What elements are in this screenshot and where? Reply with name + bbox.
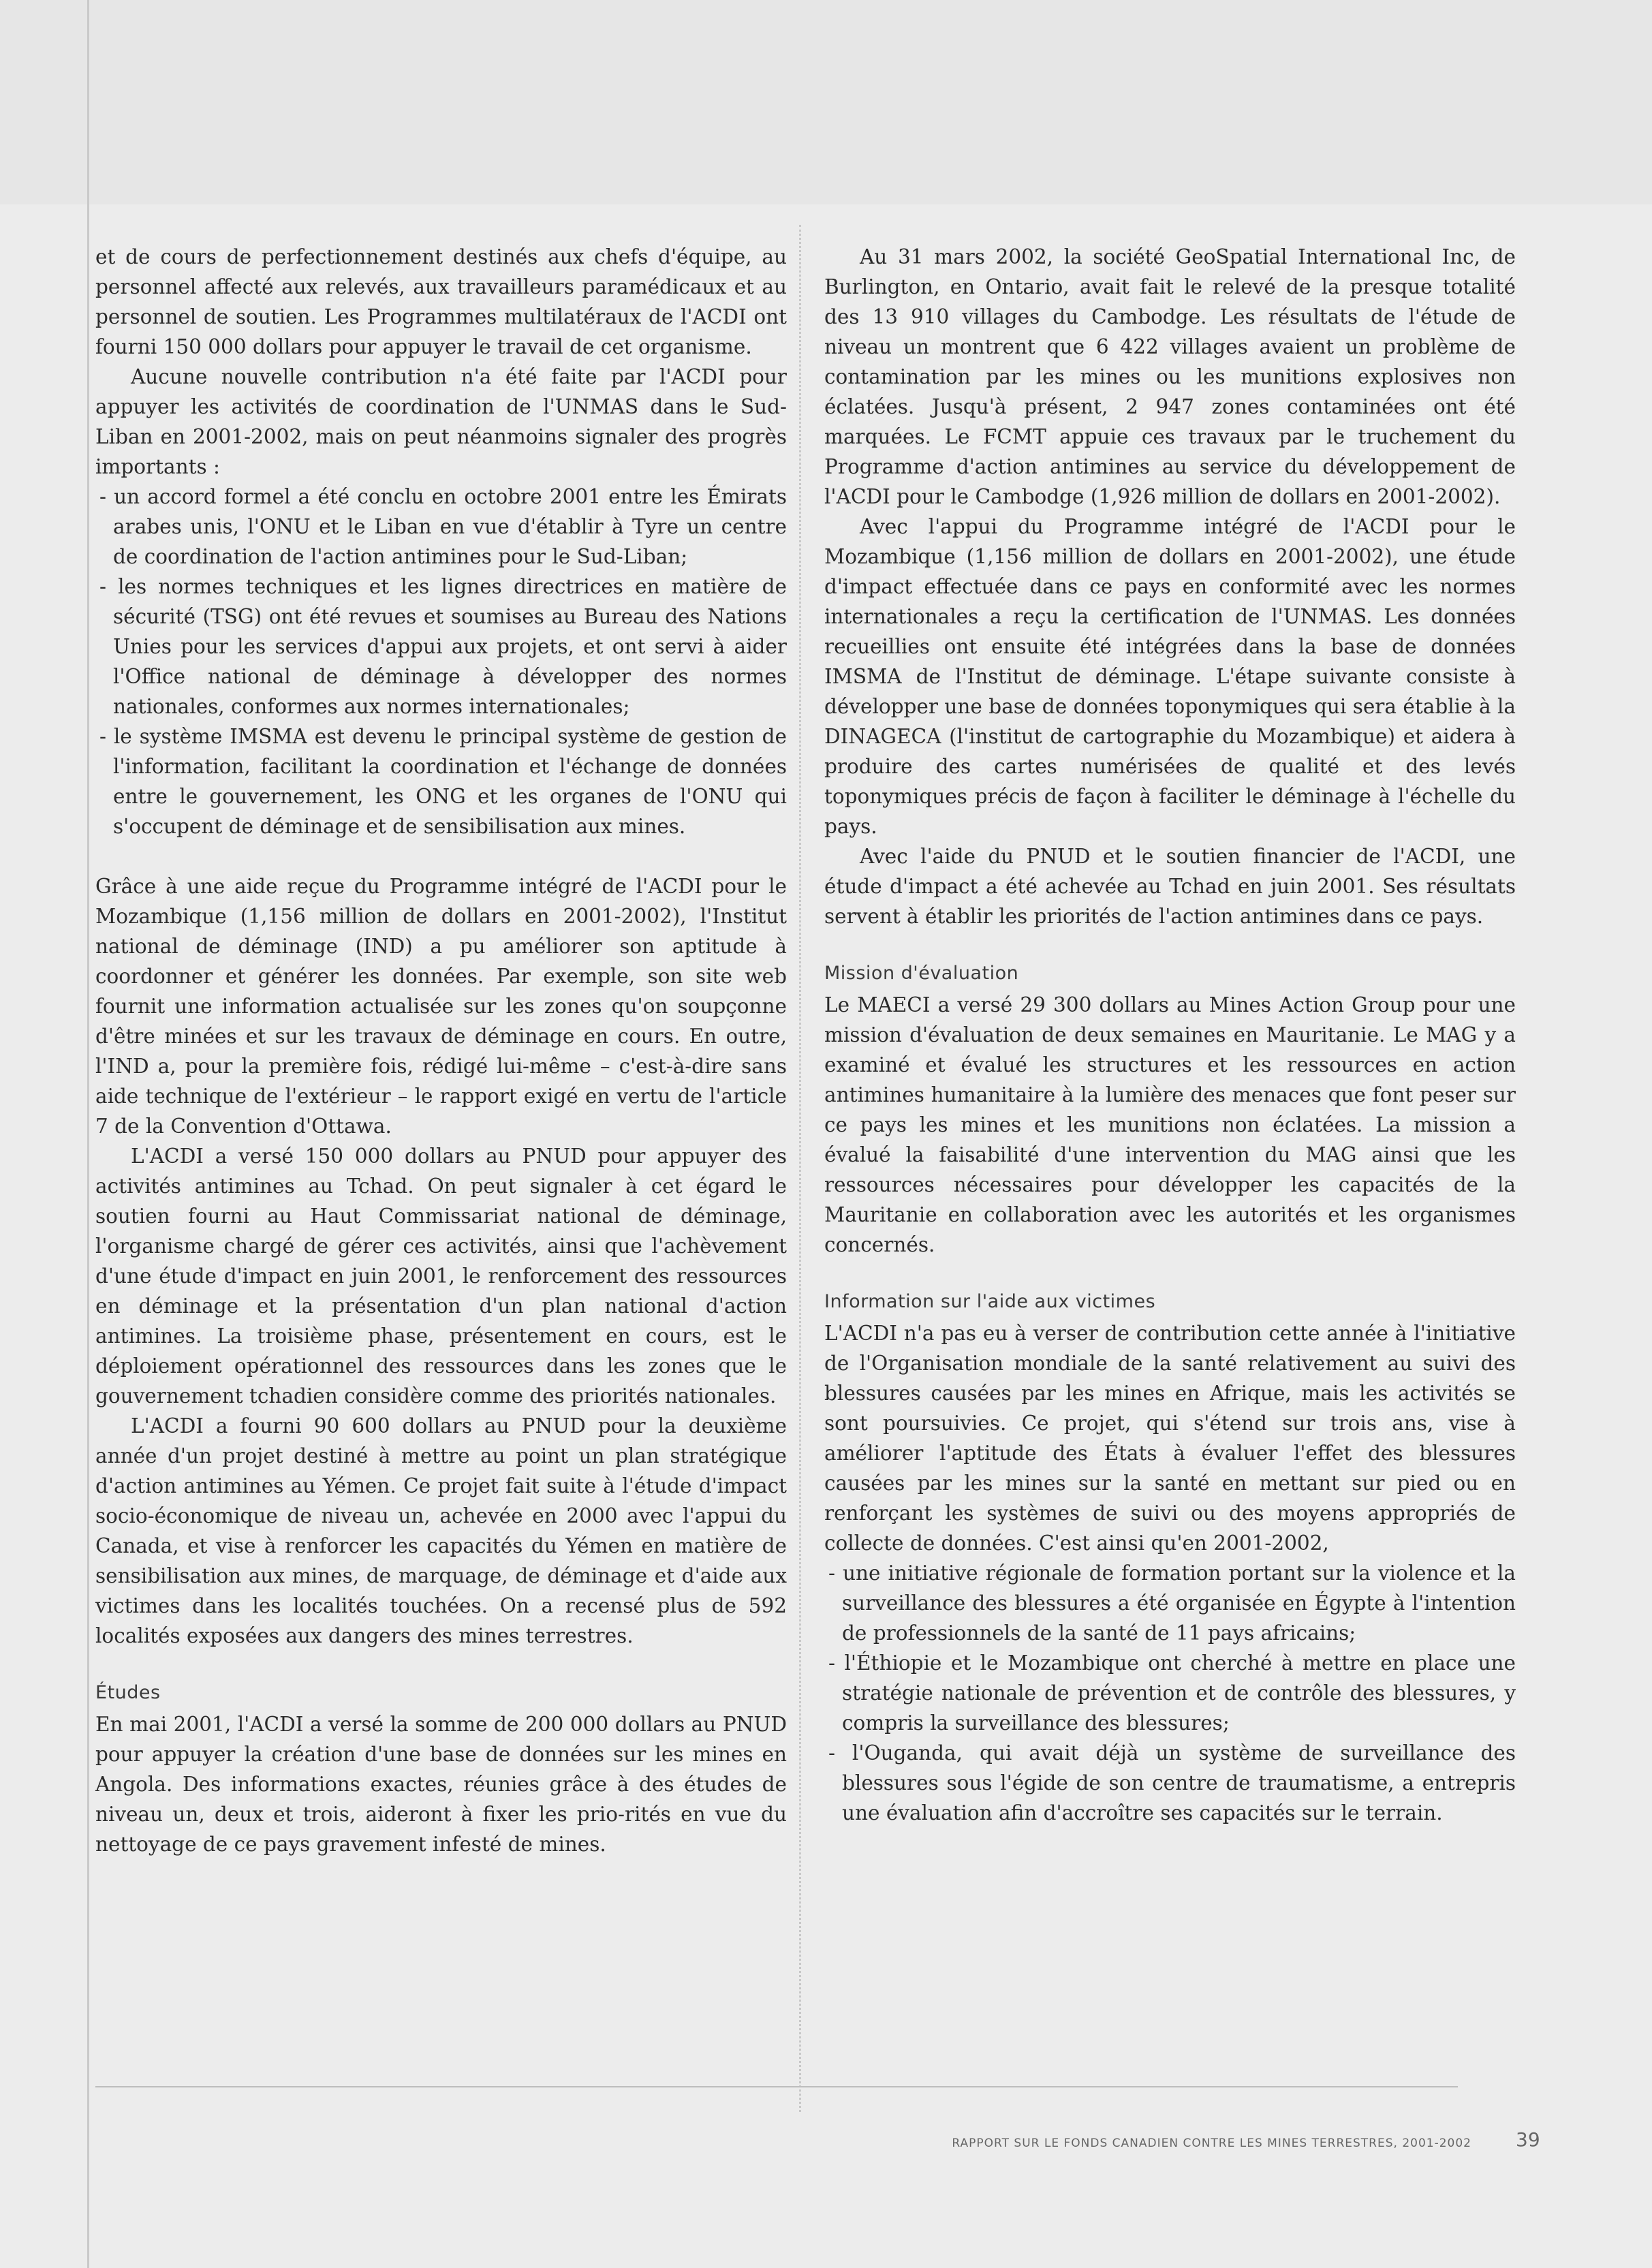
left-margin-rule bbox=[87, 0, 89, 2268]
page-top-band bbox=[0, 0, 1652, 204]
right-bullet-list bbox=[824, 1558, 1516, 1828]
section-heading-mission: Mission d'évaluation bbox=[824, 963, 1019, 984]
list-item: - les normes techniques et les lignes directrices en matière de sécurité (TSG) ont été revues et soumises au Bureau des Nations Unies pour les services d'appui aux projets, et ont servi à aider l'Office national de déminage à développer des normes nationales, conformes aux normes internationales; bbox=[99, 575, 787, 718]
footer-rule bbox=[95, 2086, 1458, 2087]
section-heading-info-victimes: Information sur l'aide aux victimes bbox=[824, 1291, 1156, 1312]
right-paragraph-5: L'ACDI n'a pas eu à verser de contribution cette année à l'initiative de l'Organisation mondiale de la santé relativement au suivi des blessures causées par les mines en Afrique, mais les activités se sont poursuivies. Ce projet, qui s'étend sur trois ans, vise à améliorer l'aptitude des États à évaluer l'effet des blessures causées par les mines sur la santé en mettant sur pied ou en renforçant les systèmes de suivi ou des moyens appropriés de collecte de données. C'est ainsi qu'en 2001-2002, bbox=[824, 1322, 1516, 1555]
column-divider bbox=[799, 225, 801, 2112]
left-column bbox=[95, 242, 787, 1859]
left-bullet-list bbox=[95, 482, 787, 841]
running-footer-title: RAPPORT SUR LE FONDS CANADIEN CONTRE LES MINES TERRESTRES, 2001-2002 bbox=[952, 2137, 1471, 2150]
list-item: - l'Éthiopie et le Mozambique ont cherché à mettre en place une stratégie nationale de prévention et de contrôle des blessures, y compris la surveillance des blessures; bbox=[828, 1651, 1516, 1735]
list-item: - une initiative régionale de formation portant sur la violence et la surveillance des blessures a été organisée en Égypte à l'intention de professionnels de la santé de 11 pays africains; bbox=[828, 1562, 1516, 1645]
right-column bbox=[824, 242, 1516, 1828]
right-paragraph-2: Avec l'appui du Programme intégré de l'ACDI pour le Mozambique (1,156 million de dollars en 2001-2002), une étude d'impact effectuée dans ce pays en conformité avec les normes internationales a reçu la certification de l'UNMAS. Les données recueillies ont ensuite été intégrées dans la base de données IMSMA de l'Institut de déminage. L'étape suivante consiste à développer une base de données toponymiques qui sera établie à la DINAGECA (l'institut de cartographie du Mozambique) et aidera à produire des cartes numérisées de qualité et des levés toponymiques précis de façon à faciliter le déminage à l'échelle du pays. bbox=[824, 515, 1516, 838]
list-item: - le système IMSMA est devenu le principal système de gestion de l'information, facilitant la coordination et l'échange de données entre le gouvernement, les ONG et les organes de l'ONU qui s'occupent de déminage et de sensibilisation aux mines. bbox=[99, 725, 787, 838]
page-number: 39 bbox=[1516, 2128, 1540, 2151]
list-item: - un accord formel a été conclu en octobre 2001 entre les Émirats arabes unis, l'ONU et le Liban en vue d'établir à Tyre un centre de coordination de l'action antimines pour le Sud-Liban; bbox=[99, 485, 787, 568]
right-paragraph-3: Avec l'aide du PNUD et le soutien financier de l'ACDI, une étude d'impact a été achevée au Tchad en juin 2001. Ses résultats servent à établir les priorités de l'action antimines dans ce pays. bbox=[824, 845, 1516, 928]
left-paragraph-2: Aucune nouvelle contribution n'a été faite par l'ACDI pour appuyer les activités de coordination de l'UNMAS dans le Sud-Liban en 2001-2002, mais on peut néanmoins signaler des progrès importants : bbox=[95, 365, 787, 478]
section-heading-etudes: Études bbox=[95, 1682, 161, 1703]
left-paragraph-4: L'ACDI a versé 150 000 dollars au PNUD pour appuyer des activités antimines au Tchad. On peut signaler à cet égard le soutien fourni au Haut Commissariat national de déminage, l'organisme chargé de gérer ces activités, ainsi que l'achèvement d'une étude d'impact en juin 2001, le renforcement des ressources en déminage et la présentation d'un plan national d'action antimines. La troisième phase, présentement en cours, est le déploiement opérationnel des ressources dans les zones que le gouvernement tchadien considère comme des priorités nationales. bbox=[95, 1145, 787, 1408]
left-paragraph-5: L'ACDI a fourni 90 600 dollars au PNUD pour la deuxième année d'un projet destiné à mettre au point un plan stratégique d'action antimines au Yémen. Ce projet fait suite à l'étude d'impact socio-économique de niveau un, achevée en 2000 avec l'appui du Canada, et vise à renforcer les capacités du Yémen en matière de sensibilisation aux mines, de marquage, de déminage et d'aide aux victimes dans les localités touchées. On a recensé plus de 592 localités exposées aux dangers des mines terrestres. bbox=[95, 1414, 787, 1647]
list-item: - l'Ouganda, qui avait déjà un système de surveillance des blessures sous l'égide de son centre de traumatisme, a entrepris une évaluation afin d'accroître ses capacités sur le terrain. bbox=[828, 1741, 1516, 1824]
right-paragraph-4: Le MAECI a versé 29 300 dollars au Mines Action Group pour une mission d'évaluation de deux semaines en Mauritanie. Le MAG y a examiné et évalué les structures et les ressources en action antimines humanitaire à la lumière des menaces que font peser sur ce pays les mines et les munitions non éclatées. La mission a évalué la faisabilité d'une intervention du MAG ainsi que les ressources nécessaires pour développer les capacités de la Mauritanie en collaboration avec les autorités et les organismes concernés. bbox=[824, 993, 1516, 1256]
left-paragraph-3: Grâce à une aide reçue du Programme intégré de l'ACDI pour le Mozambique (1,156 million de dollars en 2001-2002), l'Institut national de déminage (IND) a pu améliorer son aptitude à coordonner et générer les données. Par exemple, son site web fournit une information actualisée sur les zones qu'on soupçonne d'être minées et sur les travaux de déminage en cours. En outre, l'IND a, pour la première fois, rédigé lui-même – c'est-à-dire sans aide technique de l'extérieur – le rapport exigé en vertu de l'article 7 de la Convention d'Ottawa. bbox=[95, 875, 787, 1138]
left-paragraph-1: et de cours de perfectionnement destinés aux chefs d'équipe, au personnel affecté aux relevés, aux travailleurs paramédicaux et au personnel de soutien. Les Programmes multilatéraux de l'ACDI ont fourni 150 000 dollars pour appuyer le travail de cet organisme. bbox=[95, 245, 787, 358]
left-paragraph-6: En mai 2001, l'ACDI a versé la somme de 200 000 dollars au PNUD pour appuyer la création d'une base de données sur les mines en Angola. Des informations exactes, réunies grâce à des études de niveau un, deux et trois, aideront à fixer les prio-rités en vue du nettoyage de ce pays gravement infesté de mines. bbox=[95, 1713, 787, 1856]
right-paragraph-1: Au 31 mars 2002, la société GeoSpatial International Inc, de Burlington, en Ontario, avait fait le relevé de la presque totalité des 13 910 villages du Cambodge. Les résultats de l'étude de niveau un montrent que 6 422 villages avaient un problème de contamination par les mines ou les munitions explosives non éclatées. Jusqu'à présent, 2 947 zones contaminées ont été marquées. Le FCMT appuie ces travaux par le truchement du Programme d'action antimines au service du développement de l'ACDI pour le Cambodge (1,926 million de dollars en 2001-2002). bbox=[824, 245, 1516, 508]
